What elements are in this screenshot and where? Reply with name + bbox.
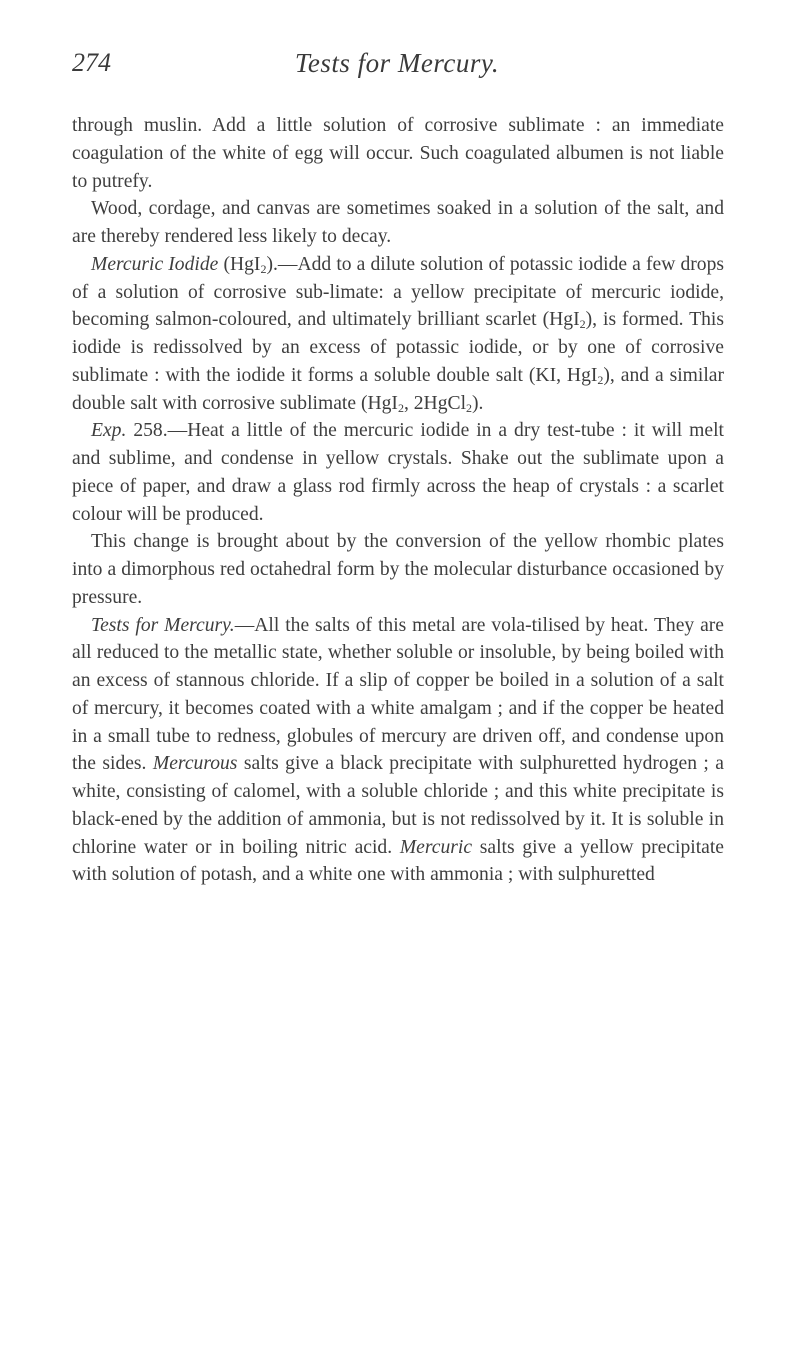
paragraph-text: This change is brought about by the conversion of the yellow rhombic plates into a dimorphous red octahedral form by the molecular disturbance occasioned by pressure. bbox=[72, 531, 724, 608]
body-text bbox=[72, 112, 724, 889]
paragraph-text: ), and a similar double salt with corrosive sublimate (HgI bbox=[72, 364, 724, 414]
paragraph-text: —All the salts of this metal are vola-tilised by heat. They are all reduced to the metallic state, whether soluble or insoluble, by being boiled with an excess of stannous chloride. If a slip of copper be boiled in a solution of a salt of mercury, it becomes coated with a white amalgam ; and if the copper be heated in a small tube to redness, globules of mercury are driven off, and condense upon the sides. bbox=[72, 614, 725, 775]
page-number: 274 bbox=[72, 48, 111, 77]
running-title: Tests for Mercury. bbox=[294, 48, 500, 78]
paragraph-text: ), is formed. This iodide is redissolved by an excess of potassic iodide, or by one of corrosive sublimate : with the iodide it forms a soluble double salt (KI, HgI bbox=[72, 309, 724, 386]
paragraph-text: —Add to a dilute solution of potassic iodide a few drops of a solution of corrosive sub-limate: a yellow precipitate of mercuric iodide, becoming salmon-coloured, and ultimately brilliant scarlet (HgI bbox=[72, 253, 724, 331]
paragraph-text: Wood, cordage, and canvas are sometimes soaked in a solution of the salt, and are thereby rendered less likely to decay. bbox=[72, 198, 724, 247]
paragraph-dimorphous-change bbox=[72, 528, 724, 611]
paragraph-text: 258.—Heat a little of the mercuric iodide in a dry test-tube : it will melt and sublime, and condense in yellow crystals. Shake out the sublimate upon a piece of paper, and draw a glass rod firmly across the heap of crystals : a scarlet colour will be produced. bbox=[72, 420, 724, 525]
paragraph-text: through muslin. Add a little solution of corrosive sublimate : an immediate coagulation of the white of egg will occur. Such coagulated albumen is not liable to putrefy. bbox=[72, 115, 724, 192]
experiment-label: Exp. bbox=[91, 420, 127, 442]
subscript: 2 bbox=[260, 261, 267, 276]
mercuric-term: Mercuric bbox=[399, 836, 473, 858]
subscript: 2 bbox=[397, 400, 404, 415]
paragraph-text: salts give a black precipitate with sulphuretted hydrogen ; a white, consisting of calomel, with a soluble chloride ; and this white precipitate is black-ened by the addition of ammonia, but is not redissolved by it. It is soluble in chlorine water or in boiling nitric acid. bbox=[72, 753, 724, 858]
section-heading-mercuric-iodide: Mercuric Iodide bbox=[91, 253, 219, 275]
paragraph-text: , 2HgCl bbox=[403, 392, 467, 414]
mercurous-term: Mercurous bbox=[152, 753, 238, 775]
formula-text: ). bbox=[266, 253, 278, 275]
paragraph-mercuric-iodide bbox=[72, 251, 724, 418]
paragraph-text: ). bbox=[472, 392, 484, 414]
paragraph-tests-for-mercury bbox=[72, 612, 724, 890]
subscript: 2 bbox=[579, 317, 586, 332]
subscript: 2 bbox=[597, 372, 604, 387]
paragraph-albumen bbox=[72, 112, 724, 195]
subscript: 2 bbox=[466, 400, 473, 415]
page-header bbox=[72, 48, 722, 88]
paragraph-wood bbox=[72, 195, 724, 251]
paragraph-experiment-258 bbox=[72, 417, 724, 528]
paragraph-text: salts give a yellow precipitate with solution of potash, and a white one with ammonia ; with sulphuretted bbox=[72, 836, 724, 886]
formula-text: (HgI bbox=[218, 253, 261, 275]
section-heading-tests-for-mercury: Tests for Mercury. bbox=[91, 614, 235, 636]
